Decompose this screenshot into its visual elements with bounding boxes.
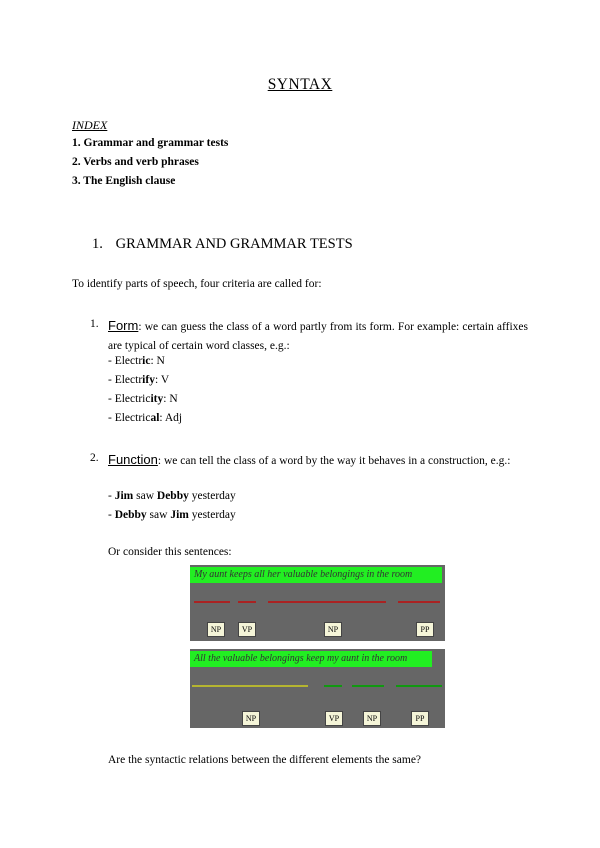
sentence-diagram-1 [190,565,445,641]
example-item: - Debby saw Jim yesterday [108,509,236,521]
sentence-bar: All the valuable belongings keep my aunt in the room [190,651,432,667]
example-item: - Jim saw Debby yesterday [108,490,236,502]
underline-vp [238,601,256,603]
example-item: - Electricity: N [108,393,178,405]
sentence-bar: My aunt keeps all her valuable belongings in the room [190,567,442,583]
section-title: GRAMMAR AND GRAMMAR TESTS [115,236,353,252]
underline-pp [396,685,442,687]
underline-np [192,685,308,687]
tag-np: NP [242,711,260,726]
example-item: - Electrical: Adj [108,412,183,424]
example-item: - Electrify: V [108,374,170,386]
index-item: 3. The English clause [72,175,176,187]
index-item: 2. Verbs and verb phrases [72,156,199,168]
consider-text: Or consider this sentences: [108,546,232,558]
criterion-label: Function [108,452,158,467]
page-title: SYNTAX [267,76,333,93]
question-text: Are the syntactic relations between the different elements the same? [108,754,422,766]
criterion-function-text [108,450,528,471]
underline-np [194,601,230,603]
section-heading [92,236,353,253]
sentence-diagram-2 [190,649,445,728]
underline-pp [398,601,440,603]
tag-vp: VP [325,711,343,726]
criterion-number: 1. [90,318,99,330]
tag-np: NP [324,622,342,637]
index-item: 1. Grammar and grammar tests [72,137,229,149]
tag-np: NP [207,622,225,637]
section-number: 1. [92,236,103,252]
underline-vp [324,685,342,687]
criterion-description: : we can guess the class of a word partly from its form. For example: certain affixes are typical of certain word classes, e.g.: [108,321,528,352]
criterion-form-text [108,316,528,356]
underline-np [352,685,384,687]
criterion-number: 2. [90,452,99,464]
criterion-description: : we can tell the class of a word by the way it behaves in a construction, e.g.: [157,455,511,467]
tag-np: NP [363,711,381,726]
index-heading: INDEX [72,118,108,132]
tag-vp: VP [238,622,256,637]
example-item: - Electric: N [108,355,165,367]
criterion-label: Form [108,318,139,333]
intro-paragraph: To identify parts of speech, four criteria are called for: [72,278,322,290]
underline-np [268,601,386,603]
tag-pp: PP [411,711,429,726]
tag-pp: PP [416,622,434,637]
